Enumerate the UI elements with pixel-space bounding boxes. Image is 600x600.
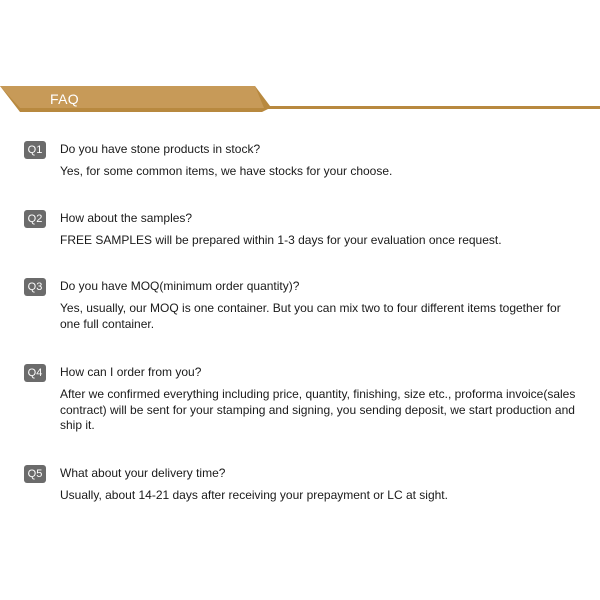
faq-header-band (0, 86, 264, 108)
answer-text: Yes, for some common items, we have stocks for your choose. (60, 164, 393, 178)
question-badge: Q2 (24, 210, 46, 228)
answer-text: Yes, usually, our MOQ is one container. But you can mix two to four different items together for one full container. (60, 301, 561, 331)
question-text: What about your delivery time? (60, 466, 226, 480)
question-text: Do you have stone products in stock? (60, 142, 261, 156)
question-badge: Q4 (24, 364, 46, 382)
faq-title: FAQ (50, 91, 79, 107)
faq-header (0, 86, 600, 112)
question-text: Do you have MOQ(minimum order quantity)? (60, 279, 300, 293)
question-badge: Q1 (24, 141, 46, 159)
answer-text: FREE SAMPLES will be prepared within 1-3 days for your evaluation once request. (60, 233, 502, 247)
faq-header-banner (0, 86, 600, 112)
question-text: How can I order from you? (60, 365, 202, 379)
answer-text: After we confirmed everything including price, quantity, finishing, size etc., proforma invoice(sales contract) will be sent for your stamping and signing, you sending deposit, we start production and ship it. (60, 387, 576, 432)
question-badge: Q5 (24, 465, 46, 483)
question-badge: Q3 (24, 278, 46, 296)
question-text: How about the samples? (60, 211, 193, 225)
answer-text: Usually, about 14-21 days after receiving your prepayment or LC at sight. (60, 488, 448, 502)
